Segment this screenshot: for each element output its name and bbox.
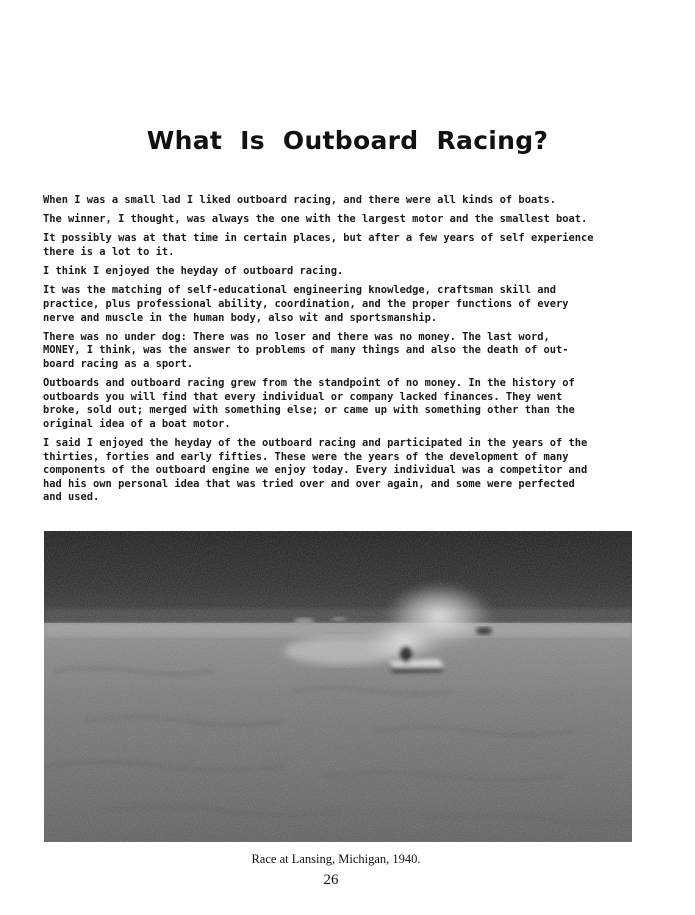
paragraph: I said I enjoyed the heyday of the outboard racing and participated in the years of the thirties, forties and early fifties. These were the years of the development of many components of the outboard engine we enjoy today. Every individual was a competitor and had his own personal idea that was tried over and over again, and some were perfected and used.	[43, 437, 588, 504]
race-photo-image	[44, 531, 632, 842]
paragraph: I think I enjoyed the heyday of outboard racing.	[43, 265, 344, 278]
paragraph: Outboards and outboard racing grew from the standpoint of no money. In the history of outboards you will find that every individual or company lacked finances. They went broke, sold out; merged with something else; or came up with something other than the original idea of a boat motor.	[43, 377, 575, 430]
article-body	[43, 194, 643, 511]
race-photo	[44, 531, 632, 842]
paragraph: When I was a small lad I liked outboard racing, and there were all kinds of boats.	[43, 194, 556, 206]
paragraph: It possibly was at that time in certain places, but after a few years of self experience there is a lot to it.	[43, 232, 594, 258]
page-title: What Is Outboard Racing?	[146, 126, 549, 155]
paragraph: The winner, I thought, was always the one with the largest motor and the smallest boat.	[43, 213, 588, 226]
photo-caption: Race at Lansing, Michigan, 1940.	[251, 852, 421, 866]
paragraph: There was no under dog: There was no loser and there was no money. The last word, MONEY, I think, was the answer to problems of many things and also the death of out- board racing as a sport.	[43, 330, 569, 370]
paragraph: It was the matching of self-educational engineering knowledge, craftsman skill and practice, plus professional ability, coordination, and the proper functions of every nerve and muscle in the human body, also wit and sportsmanship.	[43, 284, 569, 324]
page-number: 26	[323, 872, 339, 888]
